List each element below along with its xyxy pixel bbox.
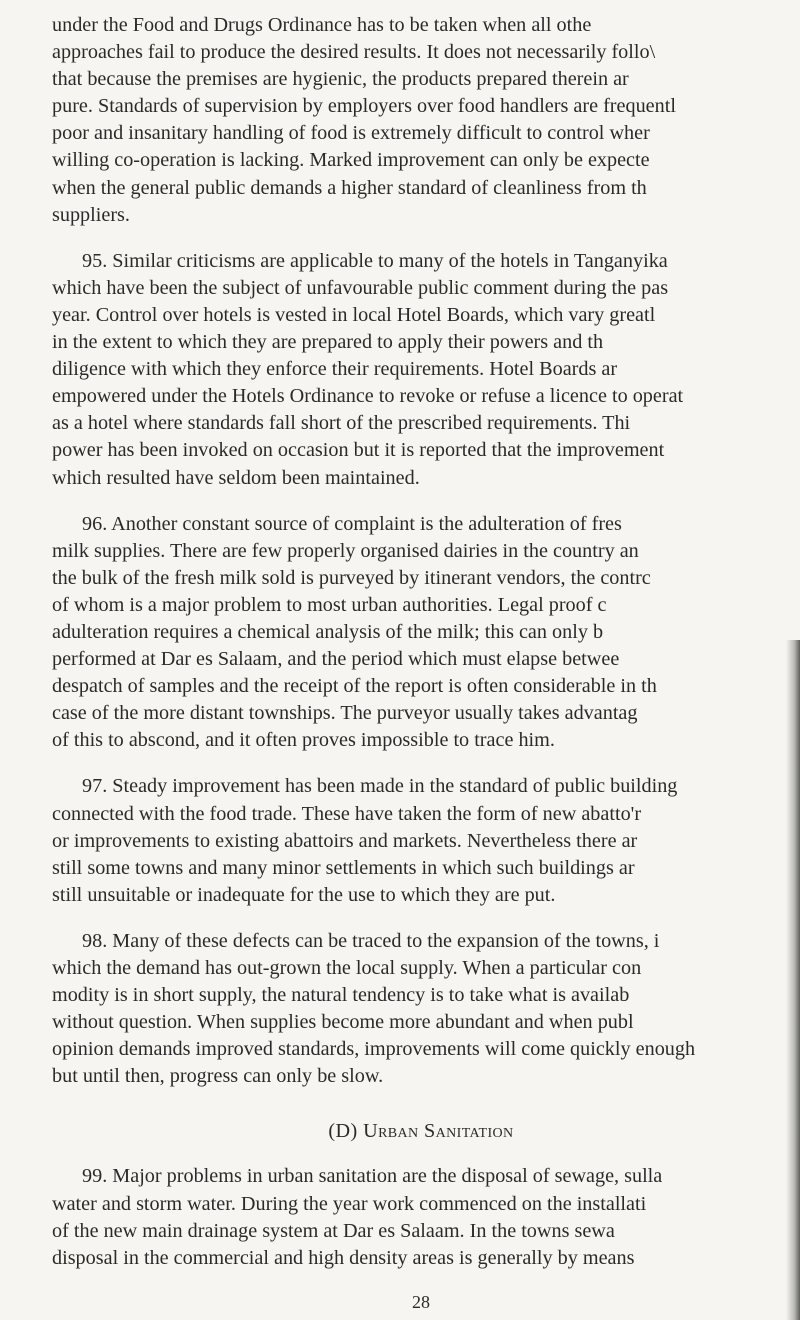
- section-heading-text: Urban Sanitation: [363, 1120, 514, 1143]
- section-heading: [52, 1118, 790, 1145]
- text-line: empowered under the Hotels Ordinance to revoke or refuse a licence to operat: [52, 385, 684, 408]
- text-line: modity is in short supply, the natural tendency is to take what is availab: [52, 984, 630, 1007]
- text-line: under the Food and Drugs Ordinance has to be taken when all othe: [52, 14, 592, 36]
- text-line: 99. Major problems in urban sanitation are the disposal of sewage, sulla: [82, 1165, 663, 1188]
- section-heading-prefix: (D): [328, 1120, 364, 1143]
- paragraph-intro: [52, 12, 790, 229]
- text-line: approaches fail to produce the desired results. It does not necessarily follo\: [52, 41, 656, 64]
- text-line: as a hotel where standards fall short of the prescribed requirements. Thi: [52, 412, 631, 435]
- text-line: water and storm water. During the year work commenced on the installati: [52, 1192, 647, 1215]
- text-line: of this to abscond, and it often proves impossible to trace him.: [52, 729, 555, 752]
- paragraph-95: [52, 248, 790, 492]
- text-line: still some towns and many minor settlements in which such buildings ar: [52, 856, 635, 879]
- document-page: [52, 12, 790, 1312]
- text-line: poor and insanitary handling of food is extremely difficult to control wher: [52, 122, 650, 145]
- paragraph-96: [52, 511, 790, 755]
- text-line: 96. Another constant source of complaint is the adulteration of fres: [82, 512, 622, 535]
- text-line: suppliers.: [52, 203, 130, 226]
- text-line: diligence with which they enforce their requirements. Hotel Boards ar: [52, 358, 618, 381]
- text-line: the bulk of the fresh milk sold is purveyed by itinerant vendors, the contrc: [52, 566, 651, 589]
- text-line: year. Control over hotels is vested in local Hotel Boards, which vary greatl: [52, 303, 656, 326]
- text-line: still unsuitable or inadequate for the use to which they are put.: [52, 883, 556, 906]
- text-line: in the extent to which they are prepared to apply their powers and th: [52, 331, 604, 354]
- text-line: but until then, progress can only be slow.: [52, 1065, 384, 1088]
- paragraph-97: [52, 773, 790, 908]
- text-line: or improvements to existing abattoirs and markets. Nevertheless there ar: [52, 829, 638, 852]
- text-line: which have been the subject of unfavourable public comment during the pas: [52, 276, 669, 299]
- text-line: despatch of samples and the receipt of the report is often considerable in th: [52, 675, 657, 698]
- text-line: of the new main drainage system at Dar es Salaam. In the towns sewa: [52, 1219, 615, 1242]
- text-line: opinion demands improved standards, improvements will come quickly enough: [52, 1038, 696, 1061]
- text-line: 95. Similar criticisms are applicable to many of the hotels in Tanganyika: [82, 249, 668, 272]
- paragraph-98: [52, 928, 790, 1091]
- paragraph-99: [52, 1163, 790, 1271]
- text-line: 98. Many of these defects can be traced to the expansion of the towns, i: [82, 929, 660, 952]
- text-line: which the demand has out-grown the local supply. When a particular con: [52, 957, 642, 979]
- text-line: performed at Dar es Salaam, and the period which must elapse betwee: [52, 648, 620, 671]
- text-line: willing co-operation is lacking. Marked improvement can only be expecte: [52, 149, 650, 172]
- text-line: milk supplies. There are few properly organised dairies in the country an: [52, 539, 639, 562]
- text-line: which resulted have seldom been maintained.: [52, 466, 420, 489]
- text-line: adulteration requires a chemical analysis of the milk; this can only b: [52, 620, 604, 643]
- text-line: of whom is a major problem to most urban authorities. Legal proof c: [52, 593, 607, 616]
- text-line: when the general public demands a higher standard of cleanliness from th: [52, 176, 647, 199]
- binding-edge-shadow: [786, 640, 800, 1320]
- text-line: without question. When supplies become more abundant and when publ: [52, 1011, 634, 1034]
- text-line: that because the premises are hygienic, the products prepared therein ar: [52, 68, 629, 91]
- page-number: 28: [412, 1291, 430, 1312]
- text-line: connected with the food trade. These have taken the form of new abatto'r: [52, 802, 642, 825]
- text-line: 97. Steady improvement has been made in the standard of public building: [82, 775, 678, 798]
- text-line: power has been invoked on occasion but it is reported that the improvement: [52, 439, 665, 462]
- text-line: disposal in the commercial and high density areas is generally by means: [52, 1246, 635, 1269]
- text-line: pure. Standards of supervision by employers over food handlers are frequentl: [52, 95, 676, 118]
- text-line: case of the more distant townships. The purveyor usually takes advantag: [52, 702, 638, 725]
